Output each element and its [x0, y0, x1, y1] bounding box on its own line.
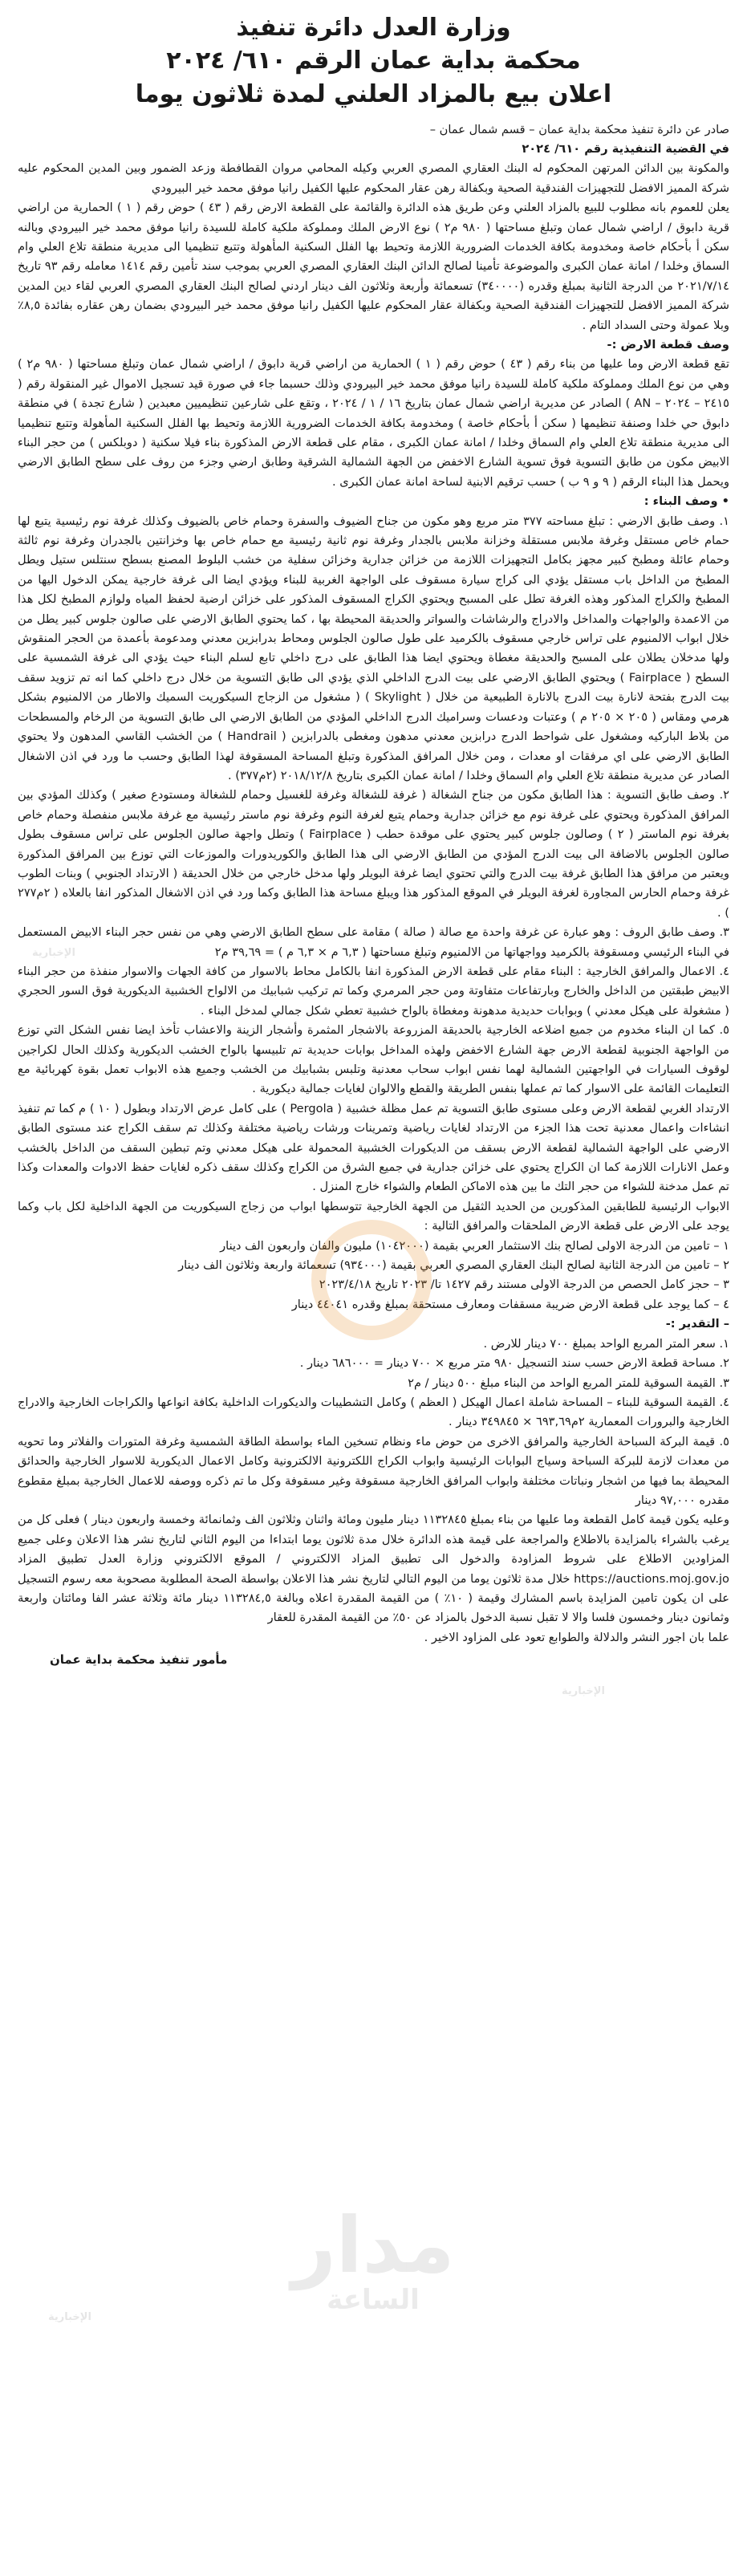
watermark-tag: الإخبارية [32, 947, 75, 959]
fees-note: علما بان اجور النشر والدلالة والطوابع تعود على المزاود الاخير . [424, 1630, 729, 1644]
basement-floor-paragraph: ٢. وصف طابق التسوية : هذا الطابق مكون من جناح الشغالة ( غرفة للشغالة وغرفة للغسيل وحمام للشغالة ومستودع صغير ) وكذلك المؤدي بين المرافق المذكورة ويحتوي على غرفة نوم مع خزائن جدارية وحمام يتبع لغرفة النوم وغرفة نوم ماستر رئيسية مع غرفة ملابس منفصلة وحمام خاص بغرفة نوم الماستر ( ٢ ) وصالون جلوس كبير يحتوي على موقدة حطب ( Fairplace ) وتطل واجهة صالون الجلوس على تراس مسقوف بطول صالون الجلوس بالاضافة الى بيت الدرج المؤدي من الطابق الارضي الى هذا الطابق والكوريدورات والموزعات التي توزع بين المرافق المذكورة ويعتبر من مرافق هذا الطابق غرفة بيت الدرج والتي تحتوي ايضا غرفة البويلر ولها مدخل خارجي من خلال الحديقة ( الارتداد الجنوبي ) وبنات الطوب غرفة وحمام الحارس المجاورة لغرفة البويلر في الموقع المذكور هذا ويبلغ مساحة هذا الطابق وكما ورد في اذن الاشغال المذكور انفا بالعلاه ( ٢م٢٧٧ ) . [18, 788, 729, 920]
ground-floor-paragraph: ١. وصف طابق الارضي : تبلغ مساحته ٣٧٧ متر مربع وهو مكون من جناح الضيوف والسفرة وحمام خاص بالضيوف وكذلك غرفة نوم رئيسية يتبع لها حمام خاص مستقل وغرفة ملابس مستقلة وخزانة ملابس بالجدار وغرفة نوم ثانية رئيسية مع حمام خاص بها وخزانتين بالجدران وغرفة نوم ثالثة وحمام عائلة ومطبخ كبير مجهز بكامل التجهيزات اللازمة من خزائن جدارية وخزائن سفلية من خشب البلوط المصنع بسطح سنتلس ستيل ويطل المطبخ من الداخل باب مستقل يؤدي الى كراج سيارة مسقوف على الواجهة الغربية للبناء ويؤدي ايضا الى غرفة خارجية يمكن الدخول اليها من المطبخ والكراج المذكور وهذه الغرفة تطل على المسبح ويحتوي الكراج المسقوف المذكور على خزائن ارضية لحفظ المياه ولوازم المطبخ لكل هذا من الاعمدة والواجهات والمداخل والادراج والرشاشات والسواتر والحديقة المحيطة بها ، كما يحتوي الطابق الارضي على صالون جلوس كبير يطل من خلال ابواب الالمنيوم على تراس خارجي مسقوف بالكرميد على طول صالون الجلوس ومحاط بدرابزين معدني ومدعومة بأعمدة من الحجر المنقوش ولها مدخلان يطلان على المسبح والحديقة مغطاة ويحتوي ايضا هذا الطابق على درج داخلي تابع لسلم البناء حيث يؤدي الى غرفة الشمسية على السطح ( Fairplace ) ويحتوي الطابق الارضي على بيت الدرج الداخلي الذي يؤدي الى طابق التسوية من خلال درج داخلي كما انه تم تزويد سقف بيت الدرج بفتحة لانارة بيت الدرج بالانارة الطبيعية من خلال ( Skylight ) ( مشغول من الزجاج السيكوريت السميك والاطار من الالمنيوم بشكل هرمي ومقاس ( ٢٠٥ × ٢٠٥ م ) وعتبات ودعسات وسراميك الدرج الداخلي المؤدي من الطابق الارضي الى طابق التسوية من الرخام والمسطحات من بلاط الباركيه ومشغول على شواحط الدرج درابزين معدني مدهون ومغطى بالدرابزين ( Handrail ) من الخشب القاسي المدهون ولا يحتوي الطابق الارضي على اي مرفقات او معدات ، ومن خلال المرافق المذكورة وتبلغ المساحة المسقوفة لهذا الطابق وحسب ما ورد في اذن الاشغال الصادر عن مديرية منطقة تلاع العلي وام السماق وخلدا / امانة عمان الكبرى بتاريخ ٢٠١٨/١٢/٨ (٢م٣٧٧) . [18, 514, 729, 782]
watermark-brand-sub: الساعة [327, 2284, 420, 2316]
announcement-body [18, 120, 729, 1648]
doors-paragraph: الابواب الرئيسية للطابقين المذكورين من الحديد الثقيل من الجهة الخارجية تتوسطها ابواب من زجاج السيكوريت من الجهة الداخلية لكل باب وكما يوجد على الارض على قطعة الارض الملحقات والمرافق التالية : [18, 1199, 729, 1233]
sale-notice-paragraph: يعلن للعموم بانه مطلوب للبيع بالمزاد العلني وعن طريق هذه الدائرة والقائمة على القطعة الارض رقم ( ٤٣ ) حوض رقم ( ١ ) الحمارية من اراضي قرية دابوق / اراضي شمال عمان وتبلغ مساحتها ( ٩٨٠ م٢ ) نوع الارض الملك ومملوكة ملكية كاملة للسيدة رانيا موفق محمد خير البيرودي وبالنه سكن أ بأحكام خاصة ومخدومة بكافة الخدمات الضرورية اللازمة وتحيط بها الفلل السكنية المأهولة وتتبع تنظيميا الى مديرية منطقة تلاع العلي وام السماق وخلدا / امانة عمان الكبرى والموضوعة تأمينا لصالح الدائن البنك العقاري المصري العربي بموجب سند تأمين رقم ١٤١٤ معامله رقم ٩٣ تاريخ ٢٠٢١/٧/١٤ من الدرجة الثانية بمبلغ وقدره (٣٤٠٠٠٠) تسعمائة وأربعة وثلاثون الف دينار اردني لصالح البنك العقاري المصري العربي لقاء دين المدين شركة المميز الافضل للتجهيزات الفندقية الصحية وبكفالة عقار المحكوم عليها الكفيل رانيا موفق محمد خير البيرودي بضمان رهن عقاره بفائدة ٨,٥٪ وبلا عمولة وحتى السداد التام . [18, 201, 730, 332]
auction-title: اعلان بيع بالمزاد العلني لمدة ثلاثون يوما [135, 80, 612, 108]
parties-paragraph: والمكونة بين الدائن المرتهن المحكوم له البنك العقاري المصري العربي وكيله المحامي مروان القطافطة وزعد الضمور وبين المدين المحكوم عليه شركة المميز الافضل للتجهيزات الفندقية الصحية وبكفالة رهن عقار المحكوم عليها الكفيل رانيا موفق محمد خير البيرودي [18, 161, 729, 195]
land-description-paragraph: تقع قطعة الارض وما عليها من بناء رقم ( ٤٣ ) حوض رقم ( ١ ) الحمارية من اراضي قرية دابوق / اراضي شمال عمان وتبلغ مساحتها ( ٩٨٠ م٢ ) وهي من نوع الملك ومملوكة ملكية كاملة للسيدة رانيا موفق محمد خير البيرودي وذلك حسبما جاء في صورة قيد تسجيل الاموال غير المنقولة رقم ( ٢٤١٥ – ٢٠٢٤ – AN ) الصادر عن مديرية اراضي شمال عمان بتاريخ ١٦ / ١ / ٢٠٢٤ ، وتقع على شارعين تنظيميين معبدين ( شارع تجدة ) في منطقة دابوق حي خلدا وصنفة تنظيمها ( سكن أ بأحكام خاصة ) ومخدومة بكافة الخدمات الضرورية اللازمة وتحيط بها الفلل السكنية المأهولة وتتبع تنظيميا الى مديرية منطقة تلاع العلي وام السماق وخلدا / امانة عمان الكبرى ، مقام على قطعة الارض المذكورة بناء فيلا سكنية ( دوبلكس ) من حجر البناء الابيض مكون من طابق التسوية فوق تسوية الشارع الاخفض من الجهة الشمالية الشرقية وطابق ارضي وجزء من روف على سطح الطابق الارضي ويحمل هذا البناء الرقم ( ٩ و ٩ ب ) حسب ترقيم الابنية لساحة امانة عمان الكبرى . [18, 357, 730, 489]
valuation-item: ٢. مساحة قطعة الارض حسب سند التسجيل ٩٨٠ متر مربع × ٧٠٠ دينار = ٦٨٦٠٠٠ دينار . [299, 1356, 729, 1371]
roof-floor-paragraph: ٣. وصف طابق الروف : وهو عبارة عن غرفة واحدة مع صالة ( صالة ) مقامة على سطح الطابق الارضي وهي من نفس حجر البناء الابيض المستعمل في البناء الرئيسي ومسقوفة بالكرميد وواجهاتها من الالمنيوم وتبلغ مساحتها ( ٦,٣ م × ٦,٣ م ) = ٣٩,٦٩ م٢ [18, 925, 729, 959]
land-description-heading: وصف قطعة الارض :- [607, 337, 729, 351]
valuation-item: ٥. قيمة البركة السباحة الخارجية والمرافق الاخرى من حوض ماء ونظام تسخين الماء بواسطة الطاقة الشمسية وغرفة المتورات والفلاتر وما تحويه من معدات لازمة للبركة السباحة وسياج البوابات الرئيسية وابواب الكراج اللكترونية الالكترونية وكامل الاعمال الديكورية للاسوار الخارجية والحدائق المحيطة بما فيها من اشجار ونباتات مختلفة وابواب المرافق الخارجية مسقوفة وغير مسقوفة وكل ما تم ذكره ووصفه للاعمال الخارجية بمبلغ مقطوع مقدره ٩٧,٠٠٠ دينار [18, 1434, 729, 1507]
encumbrance-item: ٣ – حجز كامل الحصص من الدرجة الاولى مستند رقم ١٤٢٧ تا/ ٢٠٢٣ تاريخ ٢٠٢٣/٤/١٨ [319, 1278, 729, 1292]
issuer-line: صادر عن دائرة تنفيذ محكمة بداية عمان – قسم شمال عمان – [429, 122, 729, 136]
auction-terms-paragraph: وعليه يكون قيمة كامل القطعة وما عليها من بناء بمبلغ ١١٣٢٨٤٥ دينار مليون ومائة واثنان وثلاثون الف وثمانمائة وخمسة واربعون دينار ) فعلى كل من يرغب بالشراء بالمزايدة بالاطلاع والمراجعة على قيمة هذه الدائرة خلال مدة ثلاثون يوما ابتداءا من اليوم الثاني لتاريخ نشر هذا الاعلان وعلى جميع المزاودين الاطلاع على شروط المزاودة والدخول الى تطبيق المزاد الالكتروني / الموقع الالكتروني وزارة العدل تطبيق المزاد https://auctions.moj.gov.jo خلال مدة ثلاثون يوما من اليوم التالي لتاريخ نشر هذا الاعلان بواسطة الصحة المطلوبة مصحوبة معه رسوم التسجيل على ان يكون تامين المزايدة باسم المشارك وقيمة ( ١٠٪ ) من القيمة المقدرة اعلاه وبالغة ١١٣٢٨٤,٥ دينار مائة وثلاثة عشر الفا ومائتان واربعة وثمانون دينار وخمسون فلسا والا لا تقبل نسبة الدخول بالمزاد عن ٥٠٪ من القيمة المقدرة للعقار [18, 1513, 729, 1625]
ministry-title: وزارة العدل دائرة تنفيذ [236, 14, 511, 42]
court-title: محكمة بداية عمان الرقم ٦١٠/ ٢٠٢٤ [166, 46, 581, 75]
building-description-heading: • وصف البناء : [643, 494, 729, 509]
encumbrance-item: ٢ – تامين من الدرجة الثانية لصالح البنك العقاري المصري العربي بقيمة (٩٣٤٠٠٠) تسعمائة واربعة وثلاثون الف دينار [178, 1258, 729, 1273]
watermark-tag: الإخبارية [562, 1685, 605, 1697]
garden-paragraph: ٥. كما ان البناء مخدوم من جميع اضلاعه الخارجية بالحديقة المزروعة بالاشجار المثمرة وأشجار الزينة والاعشاب تأخذ ايضا نفس الشكل التي توزع من الواجهة الجنوبية لقطعة الارض جهة الشارع الاخفض ولهذه المداخل بوابات حديدية تم تلبيسها بالواح الخشب الديكورية وكذلك الحال لكراجين لوقوف السيارات في الواجهتين الشمالية لهما نفس ابواب سحاب معدنية وتلبس بشبابيك من الخشب وجميع هذه الابواب تعمل بقوة كهربائية مع التعليمات القائمة على الاسوار كما تم عملها بنفس الطريقة والقطع والالوان لغايات جمالية ديكورية . [18, 1023, 729, 1096]
valuation-heading: – التقدير :- [665, 1317, 729, 1331]
external-works-paragraph: ٤. الاعمال والمرافق الخارجية : البناء مقام على قطعة الارض المذكورة انفا بالكامل محاط بالاسوار من كافة الجهات والاسوار منفذة من حجر البناء الابيض طبقتين من الداخل والخارج وبارتفاعات متفاوتة ومن حجر المرمري وكما تم تركيب شبابيك من الالواح الخشبية الديكورية فوق السور الحجري ( مشغولة على هيكل معدني ) وبوابات حديدية مدهونة ومغطاة بالواح خشبية تعطي شكل جمالي لمدخل البناء . [18, 964, 729, 1018]
encumbrance-item: ١ – تامين من الدرجة الاولى لصالح بنك الاستثمار العربي بقيمة (١٠٤٢٠٠٠) مليون والفان واربعون الف دينار [220, 1238, 729, 1253]
valuation-item: ١. سعر المتر المربع الواحد بمبلغ ٧٠٠ دينار للارض . [483, 1336, 729, 1351]
encumbrance-item: ٤ – كما يوجد على قطعة الارض ضريبة مسقفات ومعارف مستحقة بمبلغ وقدره ٤٤٠٤١ دينار [291, 1297, 729, 1311]
valuation-item: ٤. القيمة السوقية للبناء – المساحة شاملة اعمال الهيكل ( العظم ) وكامل التشطيبات والديكورات الداخلية بكافة انواعها والكراجات الخارجية والادراج الخارجية والبرورات المعمارية ٢م٦٩٣,٦٩ × ٣٤٩٨٤٥ دينار . [18, 1395, 729, 1429]
case-number-line: في القضية التنفيذية رقم ٦١٠/ ٢٠٢٤ [522, 141, 729, 156]
pergola-paragraph: الارتداد الغربي لقطعة الارض وعلى مستوى طابق التسوية تم عمل مظلة خشبية ( Pergola ) على كامل عرض الارتداد وبطول ( ١٠ ) م كما تم تنفيذ انشاءات واعمال معدنية تحت هذا الجزء من الارتداد لغايات رياضية وتمرينات ورشات رياضية مختلفة وكذلك تم سقف الكراج عند مستوى الطابق الارضي على الواجهة الشمالية لقطعة الارض بسقف من الديكورات الخشبية المحمولة على هيكل معدني وتم تبطين السقف من الداخل بالخشب وعمل الانارات اللازمة كما ان الكراج يحتوي على خزائن جدارية في جميع الشرق من الكراج وكذلك سقف ذكره لغايات حفظ الادوات والمعدات وكذا تم عمل مدخنة للشواء من حجر التك ما بين هذه الاماكن الطعام والشواء خارج المنزل . [18, 1101, 729, 1194]
signature-line: مأمور تنفيذ محكمة بداية عمان [50, 1652, 228, 1668]
valuation-item: ٣. القيمة السوقية للمتر المربع الواحد من البناء مبلغ ٥٠٠ دينار / م٢ [408, 1375, 729, 1390]
watermark-tag: الإخبارية [48, 2311, 91, 2323]
watermark-brand: مدار [291, 2200, 455, 2290]
